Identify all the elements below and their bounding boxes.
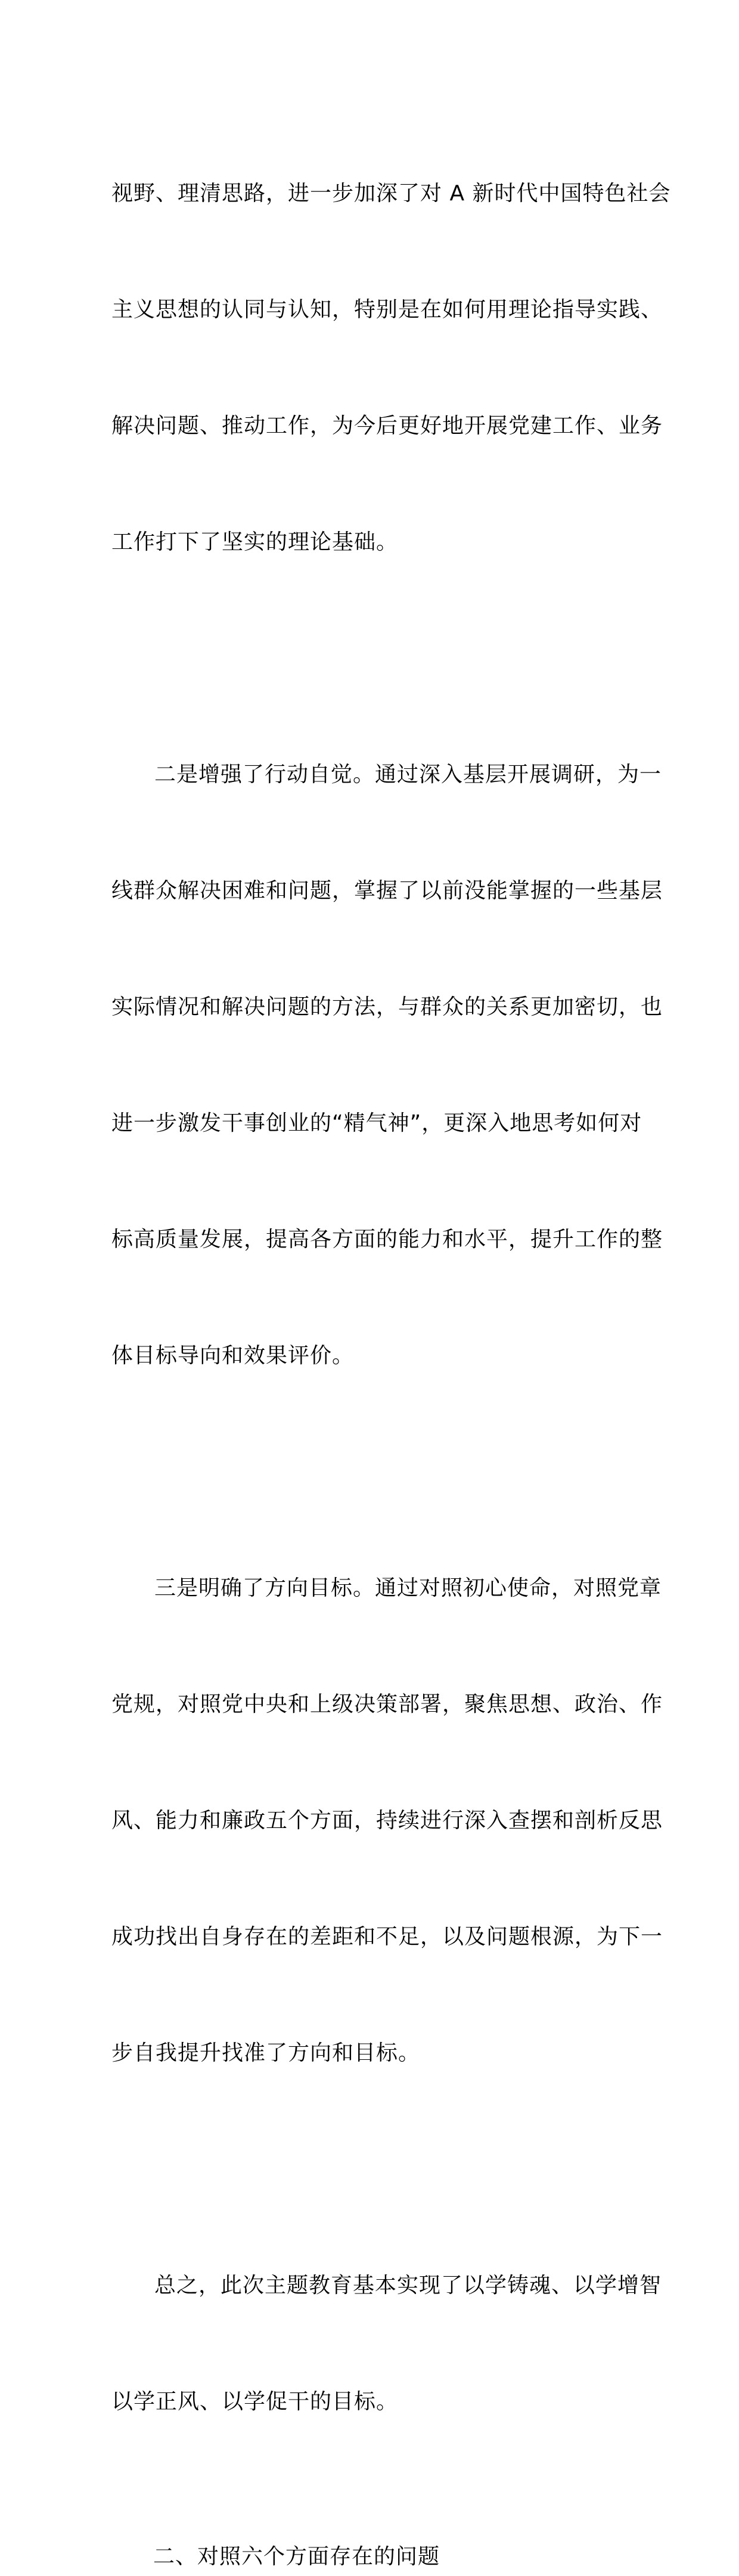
paragraph-spacer: [111, 639, 630, 678]
text-line: 工作打下了坚实的理论基础。: [111, 530, 399, 554]
paragraph-action-awareness: [111, 678, 663, 1453]
text-line: 体目标导向和效果评价。: [111, 1343, 355, 1368]
text-line: 解决问题、推动工作，为今后更好地开展党建工作、业务: [111, 414, 663, 438]
text-line: 进一步激发干事创业的“精气神”，更深入地思考如何对: [111, 1111, 642, 1135]
text-line: 成功找出自身存在的差距和不足，以及问题根源，为下一: [111, 1925, 663, 1949]
text-line: 线群众解决困难和问题，掌握了以前没能掌握的一些基层: [111, 879, 663, 903]
text-line: 实际情况和解决问题的方法，与群众的关系更加密切，也: [111, 995, 663, 1019]
text-line: 风、能力和廉政五个方面，持续进行深入查摆和剖析反思: [111, 1808, 663, 1833]
paragraph-spacer: [111, 2150, 630, 2189]
paragraph-spacer: [111, 1453, 630, 1491]
text-line: 步自我提升找准了方向和目标。: [111, 2041, 421, 2065]
text-line: 党规，对照党中央和上级决策部署，聚焦思想、政治、作: [111, 1692, 663, 1717]
paragraph-direction-goals: [111, 1491, 663, 2150]
section-heading: 二、对照六个方面存在的问题: [153, 2544, 440, 2569]
text-line: 主义思想的认同与认知，特别是在如何用理论指导实践、: [111, 297, 663, 322]
text-line: 标高质量发展，提高各方面的能力和水平，提升工作的整: [111, 1227, 663, 1252]
paragraph-continuation: [111, 97, 671, 639]
text-line: 总之，此次主题教育基本实现了以学铸魂、以学增智: [154, 2273, 662, 2298]
paragraph-spacer: [111, 2499, 630, 2537]
document-body: [111, 97, 671, 2576]
text-line: 视野、理清思路，进一步加深了对 A 新时代中国特色社会: [111, 181, 671, 206]
paragraph-summary: [111, 2189, 662, 2499]
text-line: 以学正风、以学促干的目标。: [111, 2389, 399, 2414]
text-line: 二是增强了行动自觉。通过深入基层开展调研，为一: [154, 762, 662, 787]
text-line: 三是明确了方向目标。通过对照初心使命，对照党章: [154, 1576, 662, 1600]
